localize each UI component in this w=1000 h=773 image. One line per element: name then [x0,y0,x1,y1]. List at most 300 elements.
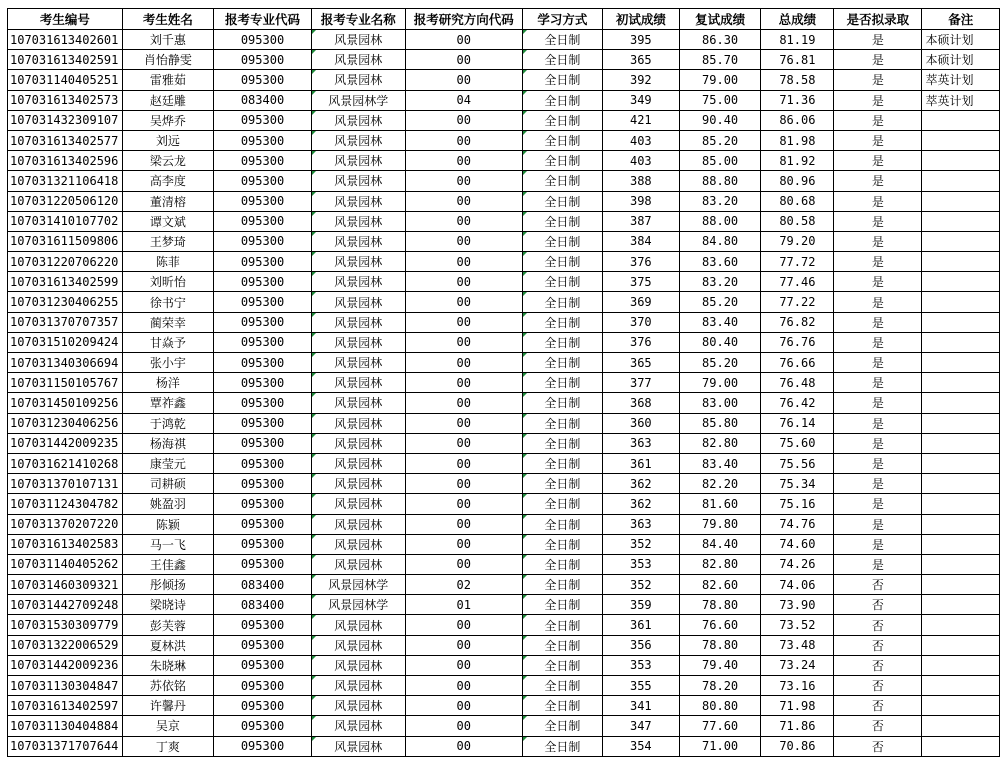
major-name-cell[interactable]: 风景园林 [311,171,405,191]
prelim-score-cell[interactable]: 376 [602,332,679,352]
prelim-score-cell[interactable]: 353 [602,655,679,675]
major-code-cell[interactable]: 095300 [214,252,312,272]
study-mode-cell[interactable]: 全日制 [522,90,602,110]
admit-flag-cell[interactable]: 否 [834,655,922,675]
direction-code-cell[interactable]: 00 [405,433,522,453]
exam-id-cell[interactable]: 107031230406255 [8,292,123,312]
major-name-cell[interactable]: 风景园林 [311,474,405,494]
name-cell[interactable]: 彤倾扬 [122,575,213,595]
admit-flag-cell[interactable]: 是 [834,211,922,231]
major-code-cell[interactable]: 095300 [214,534,312,554]
name-cell[interactable]: 陈颖 [122,514,213,534]
admit-flag-cell[interactable]: 是 [834,413,922,433]
retest-score-cell[interactable]: 84.40 [679,534,761,554]
total-score-cell[interactable]: 76.66 [761,353,834,373]
study-mode-cell[interactable]: 全日制 [522,231,602,251]
retest-score-cell[interactable]: 80.40 [679,332,761,352]
name-cell[interactable]: 肖怡静雯 [122,50,213,70]
name-cell[interactable]: 彭芙蓉 [122,615,213,635]
name-cell[interactable]: 马一飞 [122,534,213,554]
prelim-score-cell[interactable]: 403 [602,130,679,150]
retest-score-cell[interactable]: 83.40 [679,453,761,473]
total-score-cell[interactable]: 74.26 [761,554,834,574]
exam-id-cell[interactable]: 107031613402573 [8,90,123,110]
total-score-cell[interactable]: 76.81 [761,50,834,70]
remark-cell[interactable] [922,655,1000,675]
retest-score-cell[interactable]: 84.80 [679,231,761,251]
retest-score-cell[interactable]: 82.80 [679,554,761,574]
total-score-cell[interactable]: 70.86 [761,736,834,756]
study-mode-cell[interactable]: 全日制 [522,211,602,231]
major-code-cell[interactable]: 095300 [214,373,312,393]
major-code-cell[interactable]: 095300 [214,716,312,736]
total-score-cell[interactable]: 78.58 [761,70,834,90]
direction-code-cell[interactable]: 00 [405,696,522,716]
major-name-cell[interactable]: 风景园林 [311,716,405,736]
major-name-cell[interactable]: 风景园林 [311,191,405,211]
major-name-cell[interactable]: 风景园林 [311,494,405,514]
total-score-cell[interactable]: 74.76 [761,514,834,534]
remark-cell[interactable] [922,130,1000,150]
prelim-score-cell[interactable]: 361 [602,453,679,473]
retest-score-cell[interactable]: 79.00 [679,70,761,90]
major-name-cell[interactable]: 风景园林 [311,615,405,635]
prelim-score-cell[interactable]: 362 [602,474,679,494]
major-name-cell[interactable]: 风景园林 [311,655,405,675]
direction-code-cell[interactable]: 00 [405,272,522,292]
name-cell[interactable]: 康莹元 [122,453,213,473]
prelim-score-cell[interactable]: 387 [602,211,679,231]
admit-flag-cell[interactable]: 是 [834,292,922,312]
admit-flag-cell[interactable]: 是 [834,453,922,473]
study-mode-cell[interactable]: 全日制 [522,696,602,716]
name-cell[interactable]: 丁爽 [122,736,213,756]
major-code-cell[interactable]: 095300 [214,514,312,534]
prelim-score-cell[interactable]: 398 [602,191,679,211]
major-code-cell[interactable]: 095300 [214,635,312,655]
prelim-score-cell[interactable]: 392 [602,70,679,90]
name-cell[interactable]: 于鸿乾 [122,413,213,433]
total-score-cell[interactable]: 81.98 [761,130,834,150]
exam-id-cell[interactable]: 107031613402577 [8,130,123,150]
admit-flag-cell[interactable]: 是 [834,474,922,494]
prelim-score-cell[interactable]: 360 [602,413,679,433]
retest-score-cell[interactable]: 85.20 [679,353,761,373]
remark-cell[interactable] [922,191,1000,211]
name-cell[interactable]: 王梦琦 [122,231,213,251]
name-cell[interactable]: 蔺荣幸 [122,312,213,332]
major-name-cell[interactable]: 风景园林学 [311,90,405,110]
major-code-cell[interactable]: 083400 [214,595,312,615]
header-cell[interactable]: 初试成绩 [602,9,679,30]
name-cell[interactable]: 徐书宁 [122,292,213,312]
remark-cell[interactable] [922,272,1000,292]
remark-cell[interactable] [922,575,1000,595]
prelim-score-cell[interactable]: 363 [602,433,679,453]
header-cell[interactable]: 报考研究方向代码 [405,9,522,30]
header-cell[interactable]: 是否拟录取 [834,9,922,30]
admit-flag-cell[interactable]: 是 [834,534,922,554]
major-code-cell[interactable]: 095300 [214,292,312,312]
direction-code-cell[interactable]: 00 [405,110,522,130]
admit-flag-cell[interactable]: 否 [834,635,922,655]
admit-flag-cell[interactable]: 是 [834,554,922,574]
direction-code-cell[interactable]: 00 [405,655,522,675]
total-score-cell[interactable]: 80.58 [761,211,834,231]
name-cell[interactable]: 高李度 [122,171,213,191]
name-cell[interactable]: 刘千惠 [122,30,213,50]
header-cell[interactable]: 考生编号 [8,9,123,30]
direction-code-cell[interactable]: 00 [405,474,522,494]
retest-score-cell[interactable]: 88.80 [679,171,761,191]
retest-score-cell[interactable]: 79.40 [679,655,761,675]
direction-code-cell[interactable]: 00 [405,534,522,554]
prelim-score-cell[interactable]: 370 [602,312,679,332]
remark-cell[interactable] [922,433,1000,453]
major-code-cell[interactable]: 095300 [214,272,312,292]
remark-cell[interactable] [922,211,1000,231]
major-code-cell[interactable]: 095300 [214,413,312,433]
prelim-score-cell[interactable]: 375 [602,272,679,292]
remark-cell[interactable]: 本硕计划 [922,30,1000,50]
direction-code-cell[interactable]: 00 [405,736,522,756]
major-code-cell[interactable]: 095300 [214,110,312,130]
study-mode-cell[interactable]: 全日制 [522,635,602,655]
admit-flag-cell[interactable]: 是 [834,50,922,70]
total-score-cell[interactable]: 74.60 [761,534,834,554]
direction-code-cell[interactable]: 00 [405,312,522,332]
name-cell[interactable]: 甘焱予 [122,332,213,352]
name-cell[interactable]: 司耕硕 [122,474,213,494]
remark-cell[interactable] [922,554,1000,574]
exam-id-cell[interactable]: 107031450109256 [8,393,123,413]
study-mode-cell[interactable]: 全日制 [522,252,602,272]
remark-cell[interactable] [922,373,1000,393]
prelim-score-cell[interactable]: 353 [602,554,679,574]
exam-id-cell[interactable]: 107031124304782 [8,494,123,514]
major-name-cell[interactable]: 风景园林学 [311,575,405,595]
study-mode-cell[interactable]: 全日制 [522,736,602,756]
prelim-score-cell[interactable]: 369 [602,292,679,312]
remark-cell[interactable] [922,615,1000,635]
study-mode-cell[interactable]: 全日制 [522,514,602,534]
remark-cell[interactable] [922,534,1000,554]
major-code-cell[interactable]: 095300 [214,615,312,635]
retest-score-cell[interactable]: 79.80 [679,514,761,534]
retest-score-cell[interactable]: 77.60 [679,716,761,736]
direction-code-cell[interactable]: 04 [405,90,522,110]
direction-code-cell[interactable]: 00 [405,332,522,352]
study-mode-cell[interactable]: 全日制 [522,110,602,130]
major-code-cell[interactable]: 095300 [214,696,312,716]
name-cell[interactable]: 雷雅茹 [122,70,213,90]
retest-score-cell[interactable]: 88.00 [679,211,761,231]
major-code-cell[interactable]: 083400 [214,90,312,110]
total-score-cell[interactable]: 73.52 [761,615,834,635]
total-score-cell[interactable]: 76.42 [761,393,834,413]
remark-cell[interactable] [922,231,1000,251]
retest-score-cell[interactable]: 83.20 [679,272,761,292]
study-mode-cell[interactable]: 全日制 [522,655,602,675]
admit-flag-cell[interactable]: 是 [834,90,922,110]
name-cell[interactable]: 梁云龙 [122,151,213,171]
remark-cell[interactable] [922,252,1000,272]
exam-id-cell[interactable]: 107031340306694 [8,353,123,373]
admit-flag-cell[interactable]: 是 [834,110,922,130]
exam-id-cell[interactable]: 107031442009235 [8,433,123,453]
admit-flag-cell[interactable]: 是 [834,332,922,352]
total-score-cell[interactable]: 81.92 [761,151,834,171]
study-mode-cell[interactable]: 全日制 [522,474,602,494]
exam-id-cell[interactable]: 107031220506120 [8,191,123,211]
major-code-cell[interactable]: 095300 [214,30,312,50]
major-code-cell[interactable]: 095300 [214,655,312,675]
study-mode-cell[interactable]: 全日制 [522,534,602,554]
major-name-cell[interactable]: 风景园林 [311,676,405,696]
exam-id-cell[interactable]: 107031442709248 [8,595,123,615]
prelim-score-cell[interactable]: 365 [602,353,679,373]
retest-score-cell[interactable]: 82.60 [679,575,761,595]
name-cell[interactable]: 梁晓诗 [122,595,213,615]
retest-score-cell[interactable]: 85.70 [679,50,761,70]
total-score-cell[interactable]: 71.98 [761,696,834,716]
exam-id-cell[interactable]: 107031611509806 [8,231,123,251]
admit-flag-cell[interactable]: 否 [834,595,922,615]
header-cell[interactable]: 备注 [922,9,1000,30]
name-cell[interactable]: 董清榕 [122,191,213,211]
admit-flag-cell[interactable]: 是 [834,130,922,150]
admit-flag-cell[interactable]: 是 [834,312,922,332]
prelim-score-cell[interactable]: 388 [602,171,679,191]
major-code-cell[interactable]: 095300 [214,332,312,352]
prelim-score-cell[interactable]: 352 [602,575,679,595]
major-name-cell[interactable]: 风景园林 [311,272,405,292]
study-mode-cell[interactable]: 全日制 [522,393,602,413]
prelim-score-cell[interactable]: 421 [602,110,679,130]
name-cell[interactable]: 覃祚鑫 [122,393,213,413]
retest-score-cell[interactable]: 75.00 [679,90,761,110]
exam-id-cell[interactable]: 107031613402583 [8,534,123,554]
retest-score-cell[interactable]: 83.20 [679,191,761,211]
major-name-cell[interactable]: 风景园林 [311,696,405,716]
major-name-cell[interactable]: 风景园林 [311,231,405,251]
prelim-score-cell[interactable]: 376 [602,252,679,272]
name-cell[interactable]: 刘昕怡 [122,272,213,292]
retest-score-cell[interactable]: 83.40 [679,312,761,332]
exam-id-cell[interactable]: 107031613402596 [8,151,123,171]
name-cell[interactable]: 吴京 [122,716,213,736]
total-score-cell[interactable]: 74.06 [761,575,834,595]
retest-score-cell[interactable]: 78.80 [679,635,761,655]
prelim-score-cell[interactable]: 362 [602,494,679,514]
retest-score-cell[interactable]: 83.60 [679,252,761,272]
study-mode-cell[interactable]: 全日制 [522,30,602,50]
major-code-cell[interactable]: 095300 [214,171,312,191]
major-name-cell[interactable]: 风景园林 [311,736,405,756]
prelim-score-cell[interactable]: 341 [602,696,679,716]
admit-flag-cell[interactable]: 是 [834,272,922,292]
remark-cell[interactable] [922,151,1000,171]
name-cell[interactable]: 夏林洪 [122,635,213,655]
prelim-score-cell[interactable]: 355 [602,676,679,696]
study-mode-cell[interactable]: 全日制 [522,676,602,696]
remark-cell[interactable] [922,312,1000,332]
total-score-cell[interactable]: 73.16 [761,676,834,696]
major-name-cell[interactable]: 风景园林 [311,554,405,574]
name-cell[interactable]: 许馨丹 [122,696,213,716]
prelim-score-cell[interactable]: 354 [602,736,679,756]
exam-id-cell[interactable]: 107031613402597 [8,696,123,716]
major-name-cell[interactable]: 风景园林 [311,312,405,332]
name-cell[interactable]: 陈菲 [122,252,213,272]
admit-flag-cell[interactable]: 是 [834,171,922,191]
retest-score-cell[interactable]: 90.40 [679,110,761,130]
direction-code-cell[interactable]: 00 [405,494,522,514]
major-code-cell[interactable]: 095300 [214,433,312,453]
admit-flag-cell[interactable]: 是 [834,231,922,251]
admit-flag-cell[interactable]: 是 [834,514,922,534]
major-code-cell[interactable]: 095300 [214,70,312,90]
retest-score-cell[interactable]: 82.20 [679,474,761,494]
major-name-cell[interactable]: 风景园林 [311,30,405,50]
exam-id-cell[interactable]: 107031140405262 [8,554,123,574]
major-name-cell[interactable]: 风景园林 [311,514,405,534]
retest-score-cell[interactable]: 78.80 [679,595,761,615]
major-name-cell[interactable]: 风景园林 [311,292,405,312]
exam-id-cell[interactable]: 107031432309107 [8,110,123,130]
prelim-score-cell[interactable]: 361 [602,615,679,635]
name-cell[interactable]: 杨洋 [122,373,213,393]
name-cell[interactable]: 姚盈羽 [122,494,213,514]
prelim-score-cell[interactable]: 363 [602,514,679,534]
remark-cell[interactable] [922,474,1000,494]
exam-id-cell[interactable]: 107031371707644 [8,736,123,756]
admit-flag-cell[interactable]: 是 [834,30,922,50]
admit-flag-cell[interactable]: 是 [834,70,922,90]
name-cell[interactable]: 张小宇 [122,353,213,373]
study-mode-cell[interactable]: 全日制 [522,433,602,453]
direction-code-cell[interactable]: 00 [405,393,522,413]
remark-cell[interactable] [922,514,1000,534]
major-code-cell[interactable]: 095300 [214,231,312,251]
exam-id-cell[interactable]: 107031321106418 [8,171,123,191]
major-code-cell[interactable]: 095300 [214,191,312,211]
remark-cell[interactable] [922,676,1000,696]
exam-id-cell[interactable]: 107031370207220 [8,514,123,534]
major-code-cell[interactable]: 083400 [214,575,312,595]
header-cell[interactable]: 报考专业代码 [214,9,312,30]
study-mode-cell[interactable]: 全日制 [522,554,602,574]
admit-flag-cell[interactable]: 是 [834,151,922,171]
study-mode-cell[interactable]: 全日制 [522,191,602,211]
direction-code-cell[interactable]: 00 [405,191,522,211]
direction-code-cell[interactable]: 00 [405,231,522,251]
major-code-cell[interactable]: 095300 [214,151,312,171]
major-name-cell[interactable]: 风景园林 [311,50,405,70]
major-name-cell[interactable]: 风景园林 [311,413,405,433]
study-mode-cell[interactable]: 全日制 [522,716,602,736]
remark-cell[interactable] [922,736,1000,756]
admit-flag-cell[interactable]: 是 [834,353,922,373]
exam-id-cell[interactable]: 107031613402591 [8,50,123,70]
prelim-score-cell[interactable]: 365 [602,50,679,70]
total-score-cell[interactable]: 71.86 [761,716,834,736]
major-name-cell[interactable]: 风景园林学 [311,595,405,615]
retest-score-cell[interactable]: 78.20 [679,676,761,696]
name-cell[interactable]: 谭文斌 [122,211,213,231]
exam-id-cell[interactable]: 107031613402599 [8,272,123,292]
direction-code-cell[interactable]: 00 [405,615,522,635]
prelim-score-cell[interactable]: 377 [602,373,679,393]
major-name-cell[interactable]: 风景园林 [311,252,405,272]
admit-flag-cell[interactable]: 是 [834,433,922,453]
study-mode-cell[interactable]: 全日制 [522,595,602,615]
exam-id-cell[interactable]: 107031510209424 [8,332,123,352]
direction-code-cell[interactable]: 00 [405,453,522,473]
direction-code-cell[interactable]: 00 [405,635,522,655]
direction-code-cell[interactable]: 00 [405,30,522,50]
exam-id-cell[interactable]: 107031460309321 [8,575,123,595]
direction-code-cell[interactable]: 00 [405,151,522,171]
remark-cell[interactable] [922,494,1000,514]
total-score-cell[interactable]: 81.19 [761,30,834,50]
major-code-cell[interactable]: 095300 [214,50,312,70]
direction-code-cell[interactable]: 02 [405,575,522,595]
major-name-cell[interactable]: 风景园林 [311,353,405,373]
major-name-cell[interactable]: 风景园林 [311,453,405,473]
major-name-cell[interactable]: 风景园林 [311,70,405,90]
admit-flag-cell[interactable]: 否 [834,736,922,756]
total-score-cell[interactable]: 79.20 [761,231,834,251]
study-mode-cell[interactable]: 全日制 [522,171,602,191]
study-mode-cell[interactable]: 全日制 [522,151,602,171]
admit-flag-cell[interactable]: 是 [834,191,922,211]
prelim-score-cell[interactable]: 359 [602,595,679,615]
major-code-cell[interactable]: 095300 [214,676,312,696]
admit-flag-cell[interactable]: 否 [834,716,922,736]
admit-flag-cell[interactable]: 是 [834,373,922,393]
direction-code-cell[interactable]: 00 [405,413,522,433]
direction-code-cell[interactable]: 00 [405,211,522,231]
major-name-cell[interactable]: 风景园林 [311,332,405,352]
name-cell[interactable]: 刘远 [122,130,213,150]
total-score-cell[interactable]: 73.24 [761,655,834,675]
study-mode-cell[interactable]: 全日制 [522,373,602,393]
direction-code-cell[interactable]: 00 [405,514,522,534]
exam-id-cell[interactable]: 107031613402601 [8,30,123,50]
exam-id-cell[interactable]: 107031230406256 [8,413,123,433]
name-cell[interactable]: 苏依铭 [122,676,213,696]
retest-score-cell[interactable]: 85.20 [679,130,761,150]
prelim-score-cell[interactable]: 352 [602,534,679,554]
total-score-cell[interactable]: 71.36 [761,90,834,110]
total-score-cell[interactable]: 77.22 [761,292,834,312]
exam-id-cell[interactable]: 107031130304847 [8,676,123,696]
major-code-cell[interactable]: 095300 [214,130,312,150]
major-name-cell[interactable]: 风景园林 [311,110,405,130]
retest-score-cell[interactable]: 76.60 [679,615,761,635]
study-mode-cell[interactable]: 全日制 [522,453,602,473]
major-name-cell[interactable]: 风景园林 [311,211,405,231]
total-score-cell[interactable]: 80.96 [761,171,834,191]
direction-code-cell[interactable]: 00 [405,676,522,696]
remark-cell[interactable] [922,413,1000,433]
prelim-score-cell[interactable]: 356 [602,635,679,655]
major-code-cell[interactable]: 095300 [214,736,312,756]
admit-flag-cell[interactable]: 是 [834,252,922,272]
total-score-cell[interactable]: 86.06 [761,110,834,130]
major-code-cell[interactable]: 095300 [214,211,312,231]
